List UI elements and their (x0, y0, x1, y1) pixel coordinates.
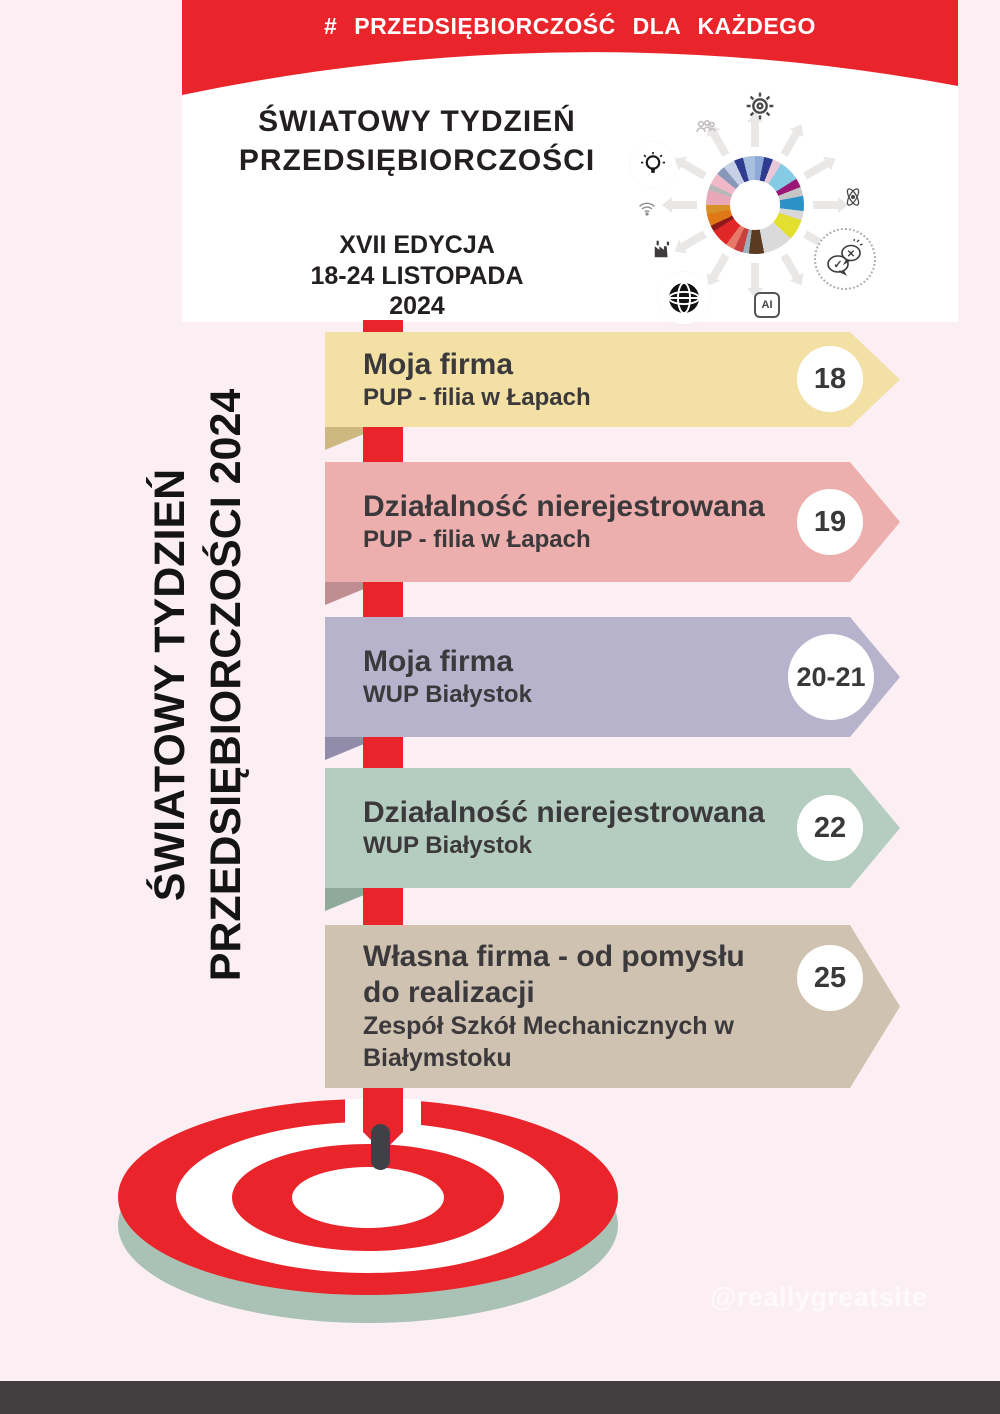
event-title-text: Własna firma - od pomysłu do realizacji (363, 940, 745, 1010)
year-label: 2024 (389, 292, 445, 320)
event-title-line2: PRZEDSIĘBIORCZOŚCI (238, 144, 596, 177)
side-vertical-title (143, 356, 257, 1014)
event-title (222, 102, 612, 180)
event-venue-text: PUP - filia w Łapach (363, 526, 591, 553)
date-badge: 19 (797, 489, 863, 555)
date-badge: 25 (797, 945, 863, 1011)
logo-arrow (671, 201, 697, 209)
target-pin (371, 1124, 390, 1170)
event-title-line1: ŚWIATOWY TYDZIEŃ (258, 105, 576, 138)
gew-logo (622, 90, 942, 322)
logo-arrow (781, 130, 801, 157)
footer-bar (0, 1381, 1000, 1414)
logo-arrow (680, 231, 707, 251)
date-badge: 20-21 (788, 634, 874, 720)
svg-text:✕: ✕ (846, 249, 856, 260)
side-title-line2: PRZEDSIĘBIORCZOŚCI 2024 (201, 388, 250, 982)
people-icon (694, 116, 718, 143)
factory-icon (652, 238, 674, 265)
logo-arrow (781, 253, 801, 280)
chat-bubbles-icon (814, 228, 876, 290)
event-title-text: Działalność nierejestrowana (363, 796, 765, 829)
logo-arrow (680, 160, 707, 180)
logo-arrow (751, 263, 759, 289)
logo-arrow (813, 201, 839, 209)
logo-arrow (710, 253, 730, 280)
date-badge: 22 (797, 795, 863, 861)
target-center (292, 1167, 444, 1228)
lightbulb-icon (630, 142, 676, 188)
event-venue-text: WUP Białystok (363, 681, 532, 708)
logo-arrow (803, 160, 830, 180)
globe-icon (658, 272, 710, 324)
dates-label: 18-24 LISTOPADA (310, 261, 524, 290)
ring-center (730, 180, 780, 230)
gear-icon (744, 90, 776, 127)
ai-chip-icon: AI (754, 292, 780, 318)
date-badge: 18 (797, 346, 863, 412)
event-venue-text: WUP Białystok (363, 832, 532, 859)
side-title-line1: ŚWIATOWY TYDZIEŃ (146, 468, 194, 902)
header (182, 0, 958, 322)
wifi-icon (638, 200, 656, 221)
event-title-text: Moja firma (363, 645, 514, 678)
event-venue-text: PUP - filia w Łapach (363, 383, 591, 411)
event-venue-text: Zespół Szkół Mechanicznych w Białymstoku (363, 1012, 734, 1072)
svg-text:✓: ✓ (833, 259, 843, 271)
event-title-text: Moja firma (363, 347, 514, 381)
watermark: @reallygreatsite (710, 1282, 928, 1312)
hashtag-banner-text: # PRZEDSIĘBIORCZOŚĆ DLA KAŻDEGO (324, 13, 816, 39)
atom-icon (842, 186, 864, 213)
event-title-text: Działalność nierejestrowana (363, 490, 765, 523)
event-edition-dates (222, 230, 612, 322)
edition-label: XVII EDYCJA (339, 231, 495, 259)
